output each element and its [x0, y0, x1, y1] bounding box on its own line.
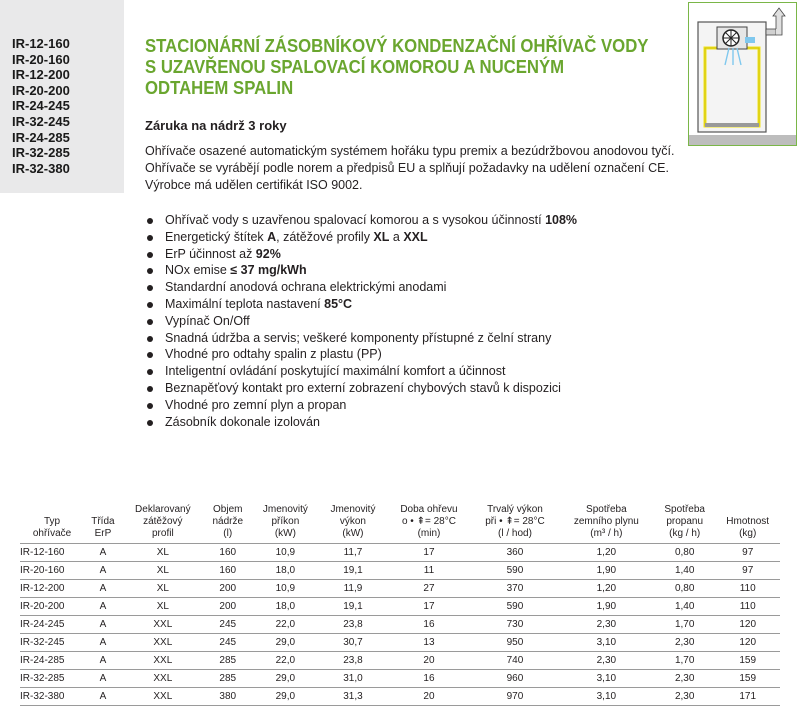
- table-cell: 159: [715, 670, 780, 688]
- intro-text: [145, 143, 685, 193]
- feature-highlight: XXL: [403, 229, 428, 244]
- table-cell: XXL: [122, 670, 204, 688]
- table-cell: XXL: [122, 634, 204, 652]
- heater-diagram-drawing: [689, 3, 796, 145]
- column-header-line: ohřívače: [32, 528, 72, 539]
- spec-table: [20, 496, 780, 706]
- table-cell: 110: [715, 598, 780, 616]
- table-cell: 10,9: [252, 544, 320, 562]
- table-cell: 11,9: [319, 580, 387, 598]
- table-cell: A: [84, 580, 122, 598]
- table-cell: 110: [715, 580, 780, 598]
- column-header-line: Doba ohřevu: [400, 504, 458, 515]
- table-cell: A: [84, 562, 122, 580]
- feature-text: Vhodné pro odtahy spalin z plastu (PP): [165, 347, 382, 362]
- column-header-line: nádrže: [212, 516, 244, 527]
- feature-text: Zásobník dokonale izolován: [165, 414, 320, 429]
- feature-highlight: 85°C: [324, 296, 353, 311]
- column-header-line: (min): [417, 528, 441, 539]
- intro-line: Ohřívače osazené automatickým systémem hořáku typu premix a bezúdržbovou anodovou tyčí.: [145, 144, 675, 158]
- column-header-line: Objem: [213, 504, 243, 515]
- feature-highlight: XL: [373, 229, 390, 244]
- table-cell: 29,0: [252, 634, 320, 652]
- feature-text: Energetický štítek: [165, 229, 268, 244]
- table-cell: 159: [715, 652, 780, 670]
- table-cell: XL: [122, 544, 204, 562]
- table-cell: 18,0: [252, 562, 320, 580]
- table-cell: 1,90: [559, 598, 654, 616]
- feature-highlight: 108%: [545, 213, 578, 227]
- table-cell: XXL: [122, 616, 204, 634]
- table-cell: 13: [387, 634, 471, 652]
- column-header-line: Jmenovitý: [262, 504, 308, 515]
- column-header-line: Deklarovaný: [135, 504, 191, 515]
- table-cell: 17: [387, 598, 471, 616]
- table-cell: 2,30: [654, 670, 715, 688]
- table-row: [20, 562, 780, 580]
- model-item: IR-20-160: [12, 51, 70, 67]
- table-cell: IR-24-285: [20, 652, 84, 670]
- model-item: IR-32-285: [12, 145, 70, 161]
- table-row: [20, 634, 780, 652]
- table-cell: 20: [387, 688, 471, 706]
- table-cell: 120: [715, 616, 780, 634]
- table-cell: IR-12-200: [20, 580, 84, 598]
- feature-item: [145, 296, 577, 313]
- column-header-line: Trvalý výkon: [487, 504, 543, 515]
- column-header-line: Třída: [91, 516, 115, 527]
- feature-item: [145, 262, 577, 279]
- column-header-line: (kW): [342, 528, 364, 539]
- model-item: IR-32-245: [12, 113, 70, 129]
- table-cell: 245: [204, 616, 252, 634]
- feature-item: [145, 313, 577, 330]
- table-cell: 31,0: [319, 670, 387, 688]
- table-cell: 22,0: [252, 616, 320, 634]
- feature-item: [145, 330, 577, 347]
- title-line: ODTAHEM SPALIN: [145, 78, 294, 98]
- table-cell: 17: [387, 544, 471, 562]
- table-cell: 30,7: [319, 634, 387, 652]
- feature-list: [145, 212, 577, 430]
- table-cell: A: [84, 598, 122, 616]
- table-cell: 200: [204, 598, 252, 616]
- column-header: [204, 496, 252, 544]
- column-header: [559, 496, 654, 544]
- feature-highlight: ≤ 37 mg/kWh: [230, 263, 307, 278]
- table-cell: 29,0: [252, 670, 320, 688]
- table-cell: 3,10: [559, 688, 654, 706]
- table-cell: IR-32-380: [20, 688, 84, 706]
- column-header-line: příkon: [271, 516, 300, 527]
- table-cell: 2,30: [654, 688, 715, 706]
- feature-item: [145, 229, 577, 246]
- table-cell: IR-32-285: [20, 670, 84, 688]
- table-cell: 285: [204, 652, 252, 670]
- table-cell: 1,20: [559, 580, 654, 598]
- table-cell: 22,0: [252, 652, 320, 670]
- table-cell: 3,10: [559, 670, 654, 688]
- column-header-line: o • ⇞= 28°C: [401, 516, 456, 527]
- table-cell: 970: [471, 688, 559, 706]
- heater-diagram: [688, 2, 797, 146]
- table-cell: 245: [204, 634, 252, 652]
- table-cell: 2,30: [559, 652, 654, 670]
- feature-item: [145, 346, 577, 363]
- table-cell: 2,30: [654, 634, 715, 652]
- table-cell: 120: [715, 634, 780, 652]
- table-cell: 16: [387, 616, 471, 634]
- intro-line: Výrobce má udělen certifikát ISO 9002.: [145, 177, 363, 192]
- column-header: [471, 496, 559, 544]
- table-row: [20, 670, 780, 688]
- table-cell: 380: [204, 688, 252, 706]
- feature-text: NOx emise: [165, 263, 231, 278]
- table-cell: 10,9: [252, 580, 320, 598]
- column-header: [20, 496, 84, 544]
- column-header-line: (kg): [739, 528, 757, 539]
- table-cell: 171: [715, 688, 780, 706]
- feature-text: Inteligentní ovládání poskytující maximální komfort a účinnost: [165, 364, 506, 379]
- feature-item: [145, 363, 577, 380]
- feature-text: Ohřívač vody s uzavřenou spalovací komorou a s vysokou účinností: [165, 213, 546, 227]
- feature-text: Snadná údržba a servis; veškeré komponenty přístupné z čelní strany: [165, 330, 552, 345]
- table-row: [20, 598, 780, 616]
- table-cell: 285: [204, 670, 252, 688]
- table-cell: XL: [122, 580, 204, 598]
- table-cell: XL: [122, 562, 204, 580]
- table-cell: 1,90: [559, 562, 654, 580]
- feature-highlight: 92%: [255, 246, 281, 261]
- feature-text: , zátěžové profily: [276, 229, 374, 244]
- table-cell: IR-12-160: [20, 544, 84, 562]
- table-cell: 1,70: [654, 616, 715, 634]
- table-cell: IR-20-200: [20, 598, 84, 616]
- model-item: IR-12-160: [12, 36, 70, 51]
- spec-table-header: [20, 496, 780, 544]
- table-cell: 2,30: [559, 616, 654, 634]
- feature-item: [145, 212, 577, 229]
- feature-item: [145, 246, 577, 263]
- table-cell: 27: [387, 580, 471, 598]
- table-cell: 360: [471, 544, 559, 562]
- column-header-line: výkon: [339, 516, 366, 527]
- column-header: [252, 496, 320, 544]
- model-item: IR-12-200: [12, 67, 70, 83]
- column-header-line: (m³ / h): [590, 528, 623, 539]
- feature-text: Vhodné pro zemní plyn a propan: [165, 397, 347, 412]
- table-cell: IR-24-245: [20, 616, 84, 634]
- table-row: [20, 688, 780, 706]
- table-cell: IR-20-160: [20, 562, 84, 580]
- table-cell: 950: [471, 634, 559, 652]
- column-header: [319, 496, 387, 544]
- column-header-line: ErP: [94, 528, 112, 539]
- table-row: [20, 616, 780, 634]
- model-item: IR-20-200: [12, 82, 70, 98]
- intro-line: Ohřívače se vyrábějí podle norem a předpisů EU a splňují požadavky na udělení označení CE.: [145, 160, 669, 175]
- table-cell: 18,0: [252, 598, 320, 616]
- feature-text: a: [389, 229, 404, 244]
- table-cell: 3,10: [559, 634, 654, 652]
- model-item: IR-32-380: [12, 160, 70, 176]
- table-cell: IR-32-245: [20, 634, 84, 652]
- table-cell: 0,80: [654, 580, 715, 598]
- warranty-note: Záruka na nádrž 3 roky: [145, 118, 287, 133]
- model-list-panel: [0, 0, 124, 193]
- column-header-line: zátěžový: [143, 516, 183, 527]
- feature-text: Vypínač On/Off: [165, 313, 250, 328]
- column-header-line: (kW): [274, 528, 296, 539]
- table-cell: 730: [471, 616, 559, 634]
- table-cell: 590: [471, 598, 559, 616]
- column-header-line: zemního plynu: [573, 516, 639, 527]
- column-header-line: Spotřeba: [586, 504, 627, 515]
- table-cell: 97: [715, 562, 780, 580]
- table-cell: 20: [387, 652, 471, 670]
- page-title: [145, 36, 647, 99]
- title-line: STACIONÁRNÍ ZÁSOBNÍKOVÝ KONDENZAČNÍ OHŘÍVAČ VODY: [145, 36, 649, 56]
- table-cell: 19,1: [319, 562, 387, 580]
- table-cell: A: [84, 670, 122, 688]
- table-cell: 31,3: [319, 688, 387, 706]
- table-cell: 11,7: [319, 544, 387, 562]
- title-line: S UZAVŘENOU SPALOVACÍ KOMOROU A NUCENÝM: [145, 57, 565, 77]
- table-cell: 97: [715, 544, 780, 562]
- table-cell: 11: [387, 562, 471, 580]
- column-header: [122, 496, 204, 544]
- table-cell: A: [84, 544, 122, 562]
- table-cell: XXL: [122, 652, 204, 670]
- column-header-line: profil: [151, 528, 174, 539]
- table-cell: 590: [471, 562, 559, 580]
- table-cell: 160: [204, 544, 252, 562]
- model-item: IR-24-245: [12, 98, 70, 114]
- table-row: [20, 544, 780, 562]
- column-header-line: Jmenovitý: [330, 504, 376, 515]
- table-cell: XL: [122, 598, 204, 616]
- table-cell: 370: [471, 580, 559, 598]
- table-row: [20, 580, 780, 598]
- table-cell: 1,40: [654, 562, 715, 580]
- table-cell: 29,0: [252, 688, 320, 706]
- model-list: [0, 0, 124, 176]
- table-cell: 19,1: [319, 598, 387, 616]
- table-cell: A: [84, 652, 122, 670]
- column-header-line: (kg / h): [669, 528, 701, 539]
- table-cell: 1,40: [654, 598, 715, 616]
- column-header: [387, 496, 471, 544]
- table-cell: 23,8: [319, 616, 387, 634]
- feature-item: [145, 279, 577, 296]
- table-cell: 200: [204, 580, 252, 598]
- table-cell: 1,20: [559, 544, 654, 562]
- column-header: [84, 496, 122, 544]
- table-cell: A: [84, 688, 122, 706]
- column-header: [715, 496, 780, 544]
- feature-item: [145, 397, 577, 414]
- feature-item: [145, 380, 577, 397]
- column-header-line: Hmotnost: [726, 516, 770, 527]
- table-cell: XXL: [122, 688, 204, 706]
- column-header-line: při • ⇞= 28°C: [485, 516, 545, 527]
- table-cell: 160: [204, 562, 252, 580]
- table-cell: 16: [387, 670, 471, 688]
- feature-text: Beznapěťový kontakt pro externí zobrazení chybových stavů k dispozici: [165, 380, 561, 395]
- table-cell: A: [84, 616, 122, 634]
- feature-text: Standardní anodová ochrana elektrickými anodami: [165, 280, 447, 295]
- table-cell: 23,8: [319, 652, 387, 670]
- column-header-line: (l / hod): [498, 528, 532, 539]
- column-header: [654, 496, 715, 544]
- column-header-line: (l): [223, 528, 233, 539]
- feature-text: Maximální teplota nastavení: [165, 296, 325, 311]
- column-header-line: propanu: [666, 516, 704, 527]
- table-cell: 960: [471, 670, 559, 688]
- column-header-line: Spotřeba: [664, 504, 705, 515]
- column-header-line: Typ: [43, 516, 61, 527]
- model-item: IR-24-285: [12, 129, 70, 145]
- feature-text: ErP účinnost až: [165, 246, 256, 261]
- feature-highlight: A: [267, 229, 277, 244]
- table-cell: 740: [471, 652, 559, 670]
- spec-table-body: [20, 544, 780, 706]
- feature-item: [145, 414, 577, 431]
- table-cell: 1,70: [654, 652, 715, 670]
- table-cell: A: [84, 634, 122, 652]
- table-row: [20, 652, 780, 670]
- table-cell: 0,80: [654, 544, 715, 562]
